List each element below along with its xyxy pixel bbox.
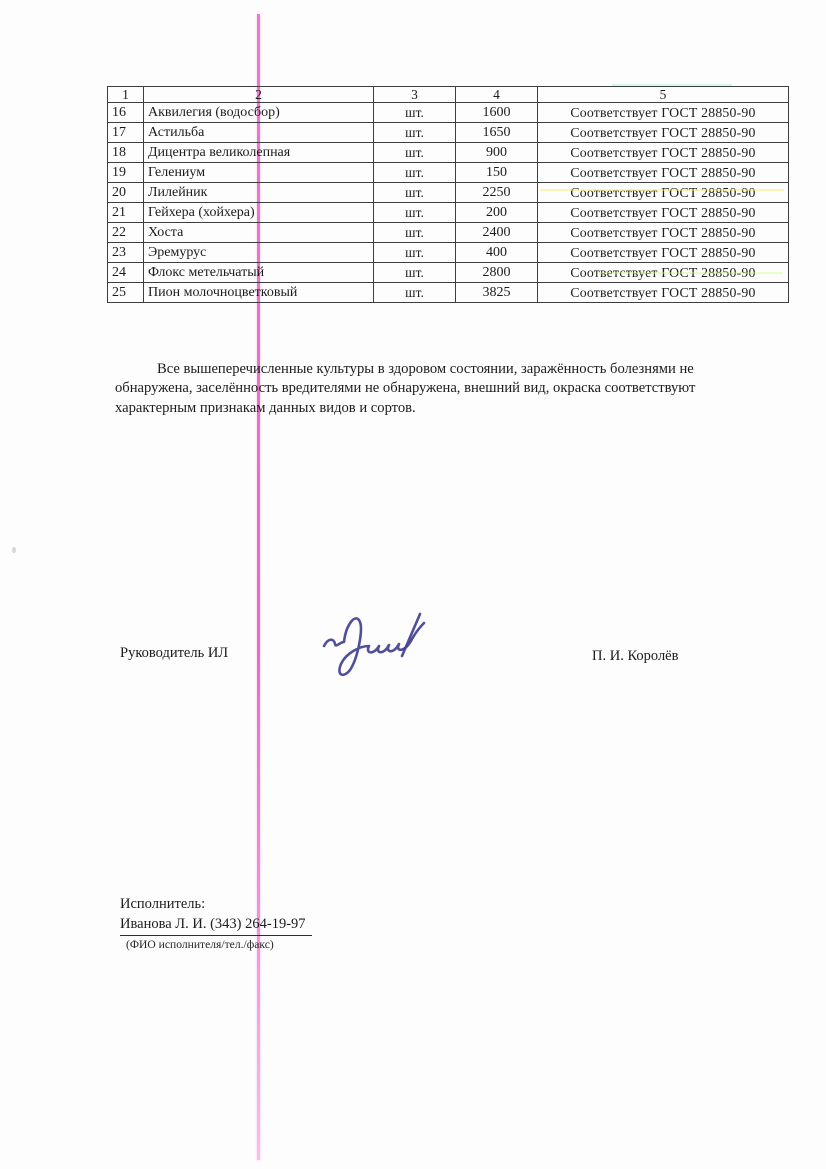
conformity-cell: Соответствует ГОСТ 28850-90 bbox=[538, 183, 789, 203]
row-number-cell: 23 bbox=[108, 243, 144, 263]
conformity-cell: Соответствует ГОСТ 28850-90 bbox=[538, 103, 789, 123]
table-row bbox=[108, 183, 789, 203]
quantity-cell: 3825 bbox=[456, 283, 538, 303]
table-row bbox=[108, 143, 789, 163]
unit-cell: шт. bbox=[374, 123, 456, 143]
unit-cell: шт. bbox=[374, 203, 456, 223]
culture-name-cell: Хоста bbox=[144, 223, 374, 243]
conformity-cell: Соответствует ГОСТ 28850-90 bbox=[538, 163, 789, 183]
signer-name: П. И. Королёв bbox=[592, 648, 679, 664]
quantity-cell: 900 bbox=[456, 143, 538, 163]
executor-name-phone: Иванова Л. И. (343) 264-19-97 bbox=[120, 916, 312, 936]
unit-cell: шт. bbox=[374, 243, 456, 263]
quantity-cell: 200 bbox=[456, 203, 538, 223]
quantity-cell: 1650 bbox=[456, 123, 538, 143]
culture-name-cell: Пион молочноцветковый bbox=[144, 283, 374, 303]
column-header: 1 bbox=[108, 87, 144, 103]
table-row bbox=[108, 123, 789, 143]
conformity-cell: Соответствует ГОСТ 28850-90 bbox=[538, 143, 789, 163]
column-header: 4 bbox=[456, 87, 538, 103]
row-number-cell: 20 bbox=[108, 183, 144, 203]
row-number-cell: 25 bbox=[108, 283, 144, 303]
row-number-cell: 22 bbox=[108, 223, 144, 243]
culture-name-cell: Эремурус bbox=[144, 243, 374, 263]
table-row bbox=[108, 163, 789, 183]
row-number-cell: 18 bbox=[108, 143, 144, 163]
table-row bbox=[108, 103, 789, 123]
culture-name-cell: Гейхера (хойхера) bbox=[144, 203, 374, 223]
row-number-cell: 17 bbox=[108, 123, 144, 143]
column-header: 2 bbox=[144, 87, 374, 103]
conformity-cell: Соответствует ГОСТ 28850-90 bbox=[538, 203, 789, 223]
table-row bbox=[108, 203, 789, 223]
conformity-cell: Соответствует ГОСТ 28850-90 bbox=[538, 223, 789, 243]
row-number-cell: 21 bbox=[108, 203, 144, 223]
quantity-cell: 400 bbox=[456, 243, 538, 263]
unit-cell: шт. bbox=[374, 163, 456, 183]
unit-cell: шт. bbox=[374, 283, 456, 303]
quantity-cell: 2800 bbox=[456, 263, 538, 283]
plants-conformity-table bbox=[107, 86, 789, 303]
culture-name-cell: Гелениум bbox=[144, 163, 374, 183]
scan-speck bbox=[12, 547, 16, 553]
signer-role-label: Руководитель ИЛ bbox=[120, 645, 229, 661]
table-row bbox=[108, 243, 789, 263]
conformity-cell: Соответствует ГОСТ 28850-90 bbox=[538, 123, 789, 143]
handwritten-signature bbox=[312, 596, 447, 688]
unit-cell: шт. bbox=[374, 143, 456, 163]
conformity-cell: Соответствует ГОСТ 28850-90 bbox=[538, 243, 789, 263]
column-header: 3 bbox=[374, 87, 456, 103]
row-number-cell: 24 bbox=[108, 263, 144, 283]
culture-name-cell: Дицентра великолепная bbox=[144, 143, 374, 163]
table-header-row bbox=[108, 87, 789, 103]
culture-name-cell: Аквилегия (водосбор) bbox=[144, 103, 374, 123]
unit-cell: шт. bbox=[374, 103, 456, 123]
executor-label: Исполнитель: bbox=[120, 896, 206, 912]
executor-caption: (ФИО исполнителя/тел./факс) bbox=[126, 938, 274, 951]
quantity-cell: 1600 bbox=[456, 103, 538, 123]
conformity-cell: Соответствует ГОСТ 28850-90 bbox=[538, 283, 789, 303]
culture-name-cell: Флокс метельчатый bbox=[144, 263, 374, 283]
column-header: 5 bbox=[538, 87, 789, 103]
row-number-cell: 16 bbox=[108, 103, 144, 123]
table-row bbox=[108, 223, 789, 243]
row-number-cell: 19 bbox=[108, 163, 144, 183]
unit-cell: шт. bbox=[374, 223, 456, 243]
culture-name-cell: Лилейник bbox=[144, 183, 374, 203]
conformity-cell: Соответствует ГОСТ 28850-90 bbox=[538, 263, 789, 283]
quantity-cell: 2400 bbox=[456, 223, 538, 243]
table-row bbox=[108, 263, 789, 283]
unit-cell: шт. bbox=[374, 263, 456, 283]
quantity-cell: 150 bbox=[456, 163, 538, 183]
culture-name-cell: Астильба bbox=[144, 123, 374, 143]
quantity-cell: 2250 bbox=[456, 183, 538, 203]
table-row bbox=[108, 283, 789, 303]
conclusion-paragraph: Все вышеперечисленные культуры в здоровом состоянии, заражённость болезнями не обнаружена, заселённость вредителями не обнаружена, внешний вид, окраска соответствуют характерным признакам данных видов и сортов. bbox=[115, 360, 696, 416]
unit-cell: шт. bbox=[374, 183, 456, 203]
